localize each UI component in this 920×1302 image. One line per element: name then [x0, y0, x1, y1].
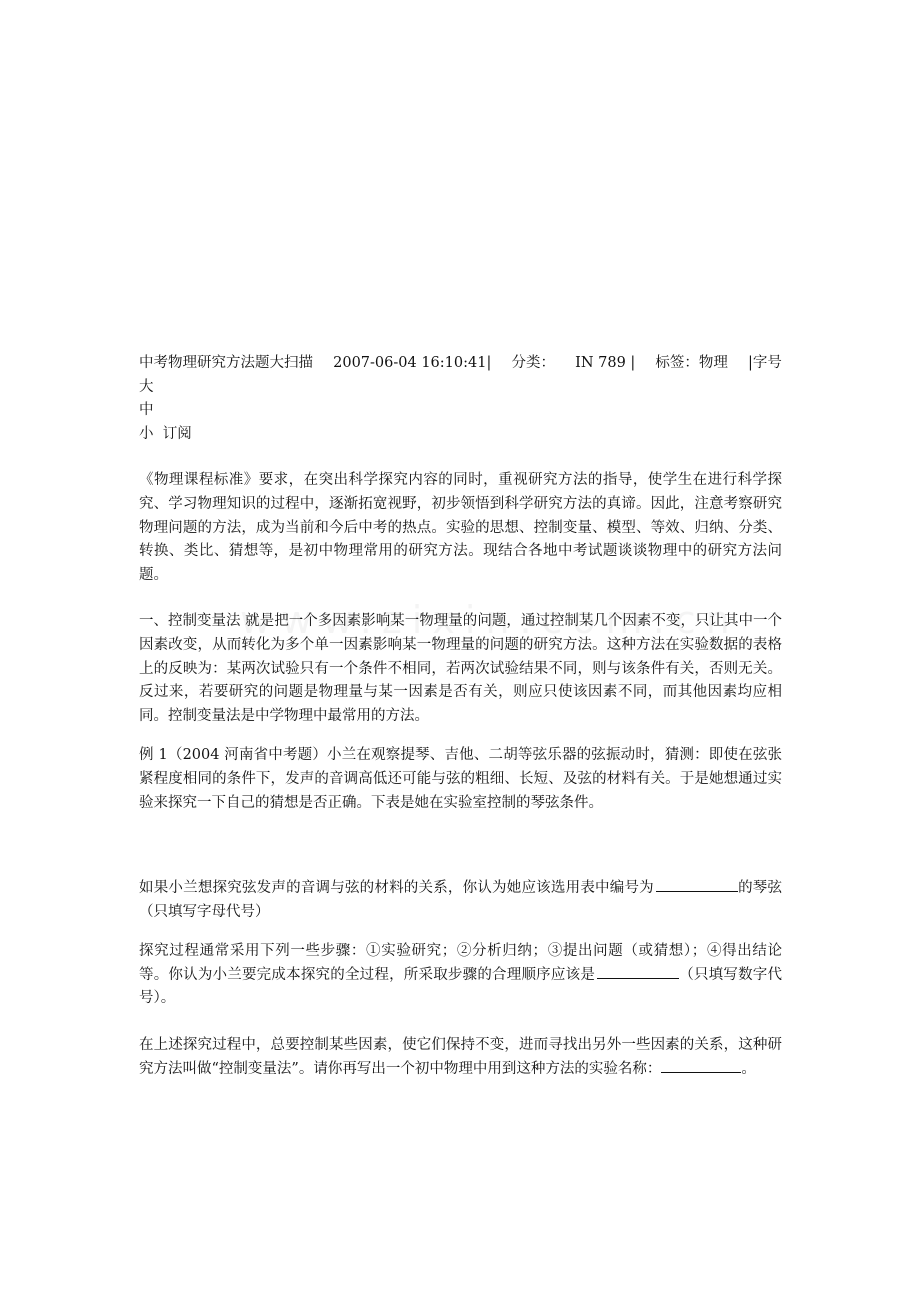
- font-size-small-link[interactable]: 小: [139, 425, 154, 442]
- question2-paragraph: [139, 940, 782, 1011]
- section1-paragraph: 一、控制变量法 就是把一个多因素影响某一物理量的问题，通过控制某几个因素不变，只让其中一个因素改变，从而转化为多个单一因素影响某一物理量的问题的研究方法。这种方法在实验数据的表格上的反映为：某两次试验只有一个条件不相同，若两次试验结果不同，则与该条件有关，否则无关。反过来，若要研究的问题是物理量与某一因素是否有关，则应只使该因素不同，而其他因素均应相同。控制变量法是中学物理中最常用的方法。: [139, 613, 782, 724]
- question3-paragraph: [139, 1034, 782, 1081]
- question3-answer-blank[interactable]: [661, 1058, 741, 1073]
- article-content: [139, 352, 782, 1081]
- question3-text: 在上述探究过程中，总要控制某些因素，使它们保持不变，进而寻找出另外一些因素的关系，这种研究方法叫做“控制变量法”。请你再写出一个初中物理中用到这种方法的实验名称：: [139, 1037, 782, 1077]
- missing-table-space: [139, 815, 782, 877]
- question1-text-end: 的琴弦（只填写字母代号）: [139, 880, 783, 920]
- article-title: 中考物理研究方法题大扫描: [139, 355, 313, 371]
- question2-answer-blank[interactable]: [597, 964, 679, 979]
- question1-text: 如果小兰想探究弦发声的音调与弦的材料的关系，你认为她应该选用表中编号为: [139, 880, 654, 897]
- spacer: [139, 1011, 782, 1034]
- category-label: 分类：: [511, 355, 555, 371]
- intro-paragraph: 《物理课程标准》要求，在突出科学探究内容的同时，重视研究方法的指导，使学生在进行科学探究、学习物理知识的过程中，逐渐拓宽视野，初步领悟到科学研究方法的真谛。因此，注意考察研究物理问题的方法，成为当前和今后中考的热点。实验的思想、控制变量、模型、等效、归纳、分类、转换、类比、猜想等，是初中物理常用的研究方法。现结合各地中考试题谈谈物理中的研究方法问题。: [139, 472, 782, 583]
- spacer: [139, 924, 782, 940]
- font-size-medium-link[interactable]: 中: [139, 402, 154, 419]
- question3-text-end: 。: [741, 1060, 756, 1077]
- question2-text: 探究过程通常采用下列一些步骤：①实验研究；②分析归纳；③提出问题（或猜想）；④得出结论等。你认为小兰要完成本探究的全过程，所采取步骤的合理顺序应该是: [139, 943, 782, 983]
- question1-paragraph: [139, 877, 782, 924]
- article-meta-line: [139, 352, 782, 376]
- size-subscribe-row: [139, 423, 782, 447]
- spacer: [139, 728, 782, 744]
- article-datetime: 2007-06-04 16:10:41|: [333, 355, 492, 371]
- tag-label[interactable]: 标签：物理: [655, 355, 728, 371]
- font-size-large-link[interactable]: 大: [139, 378, 154, 395]
- font-size-label: |字号: [748, 355, 782, 371]
- spacer: [139, 587, 782, 610]
- example1-paragraph: 例 1（2004 河南省中考题）小兰在观察提琴、吉他、二胡等弦乐器的弦振动时，猜测：即使在弦张紧程度相同的条件下，发声的音调高低还可能与弦的粗细、长短、及弦的材料有关。于是她想通过实验来探究一下自己的猜想是否正确。下表是她在实验室控制的琴弦条件。: [139, 747, 782, 811]
- spacer: [139, 446, 782, 469]
- subscribe-link[interactable]: 订阅: [162, 425, 192, 442]
- question1-answer-blank[interactable]: [656, 877, 738, 892]
- question2-text-end: （只填写数字代号）。: [139, 966, 783, 1007]
- category-value[interactable]: IN 789 |: [575, 355, 636, 371]
